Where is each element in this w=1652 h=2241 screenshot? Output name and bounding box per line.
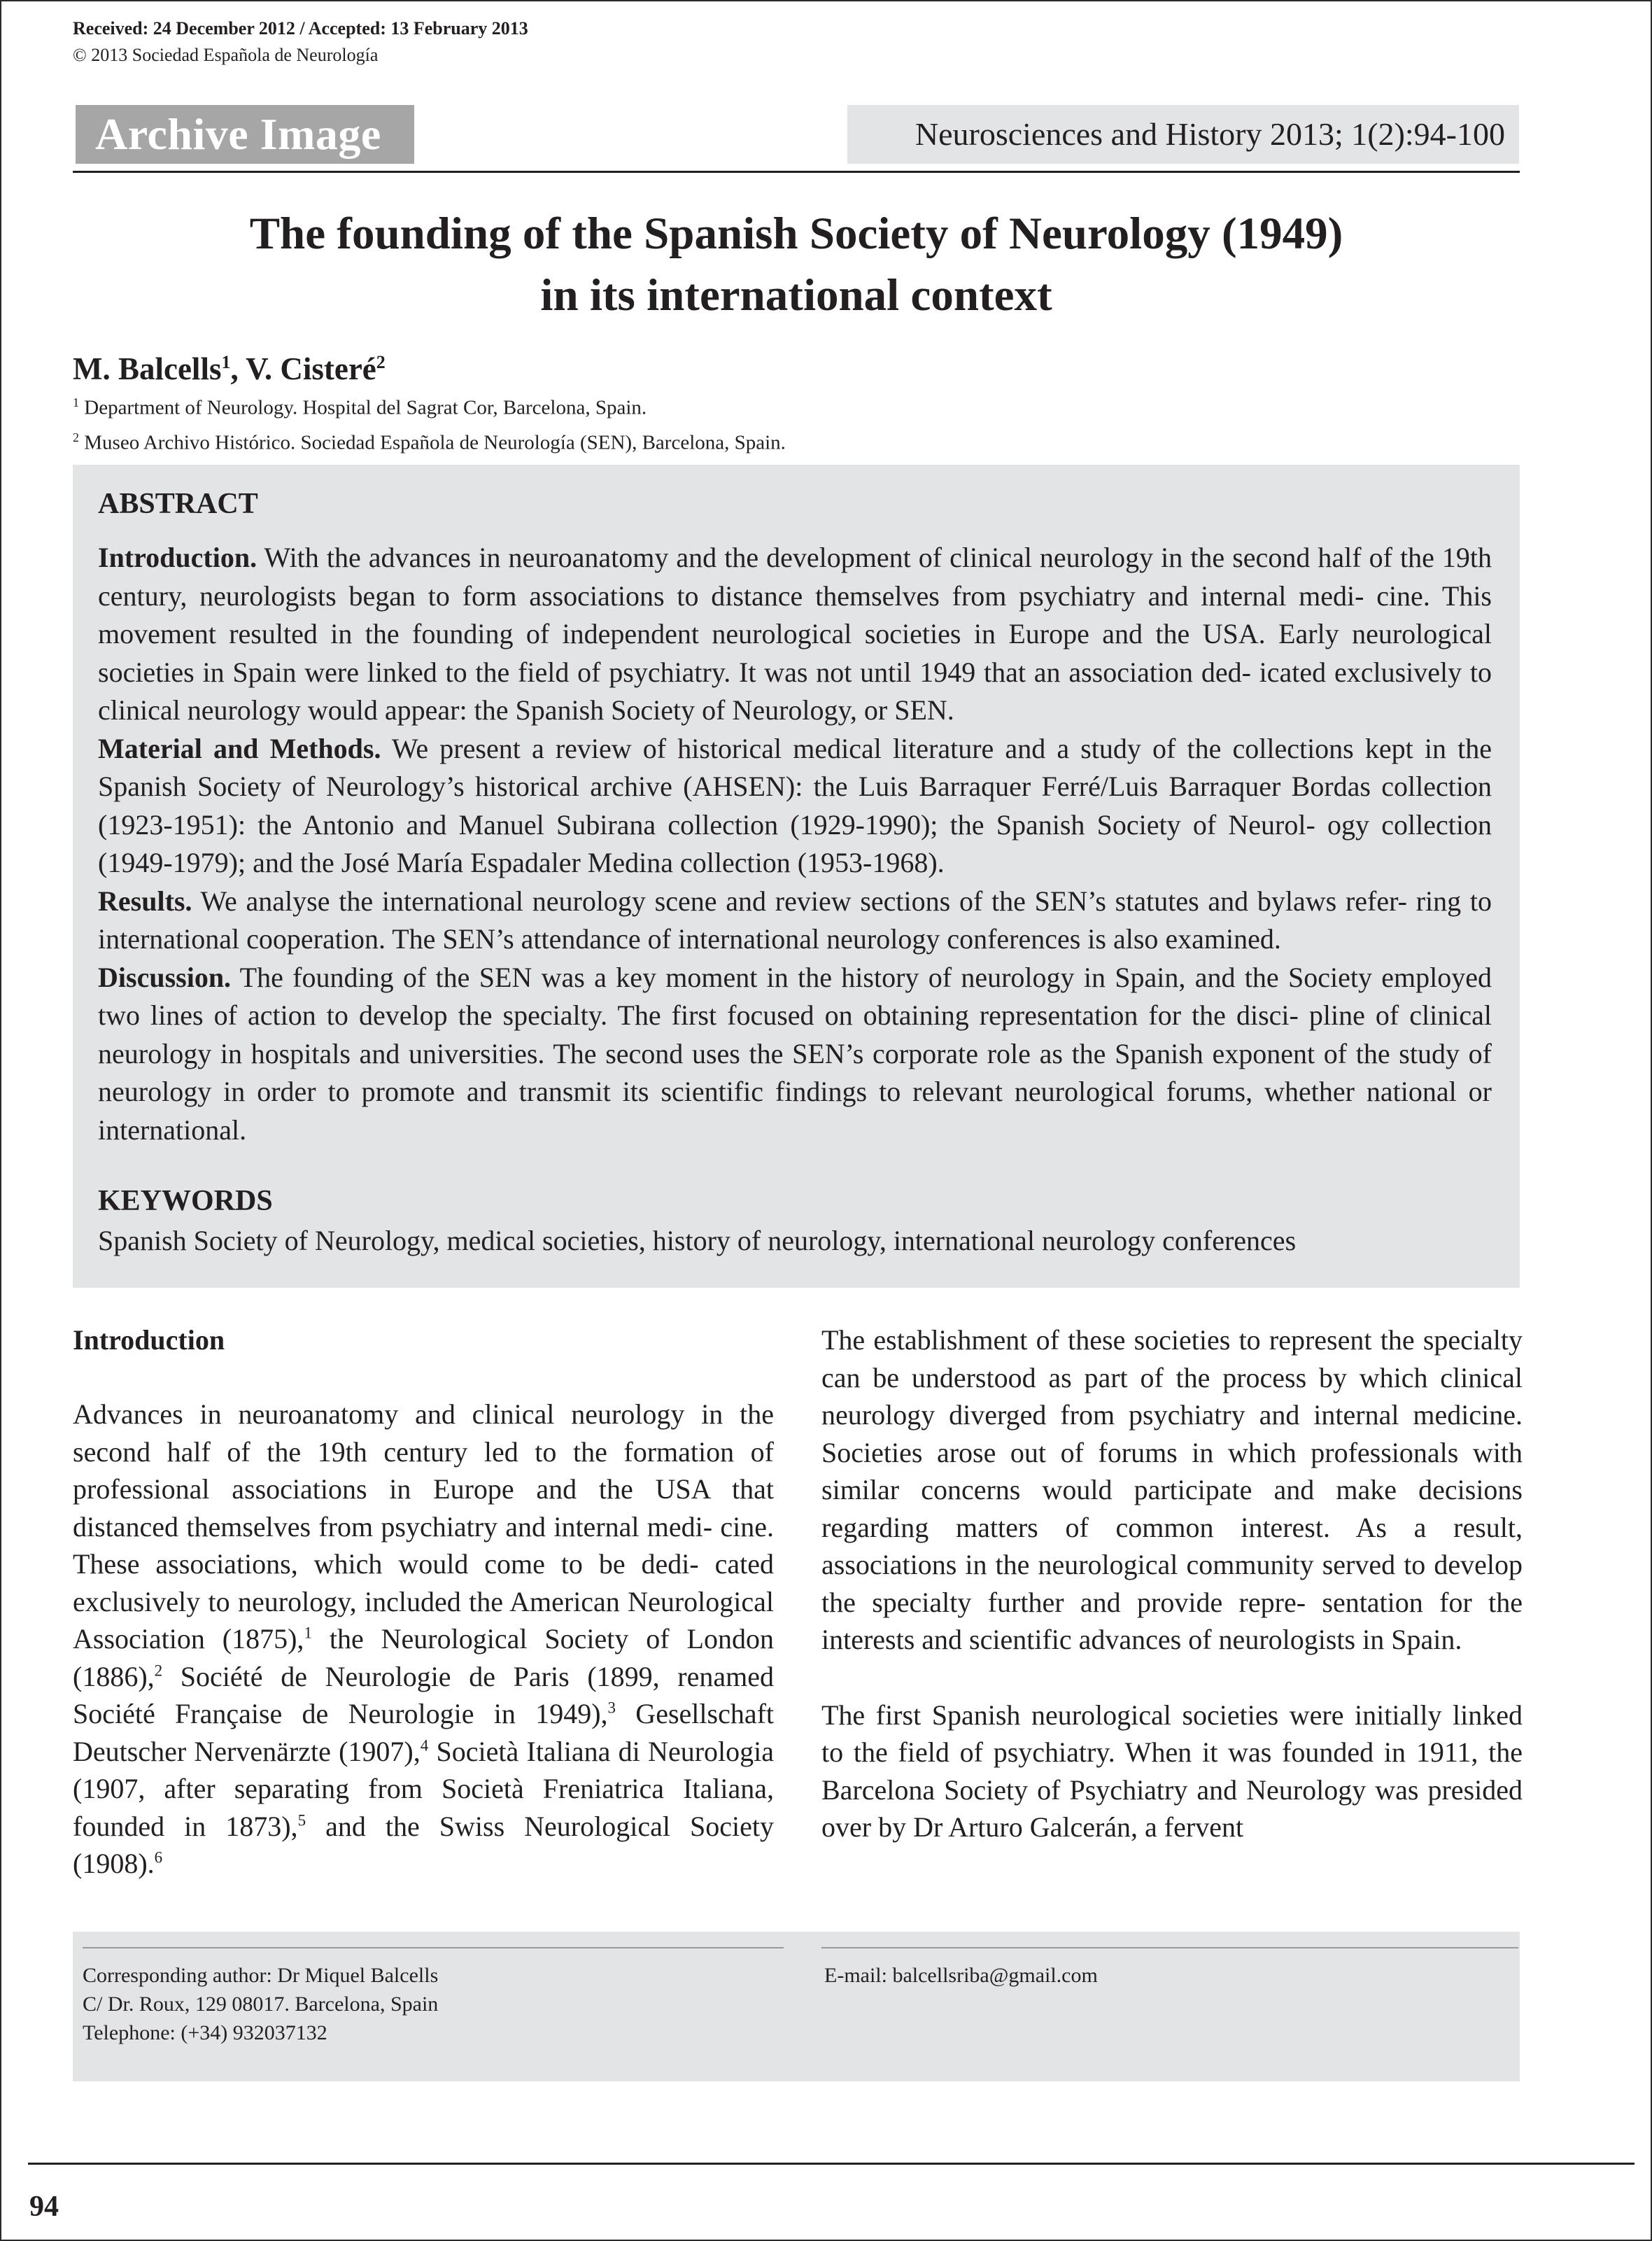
abstract-label: Material and Methods.	[98, 732, 381, 764]
author-list	[73, 342, 386, 390]
abstract-label: Introduction.	[98, 542, 257, 573]
affiliations	[73, 388, 786, 457]
body-column-right	[821, 1321, 1523, 1846]
corresponding-author: Corresponding author: Dr Miquel Balcells	[83, 1964, 439, 1987]
correspondence-divider	[83, 1947, 784, 1948]
citation-sup: 3	[607, 1699, 616, 1717]
received-dates: Received: 24 December 2012 / Accepted: 13 February 2013	[73, 18, 528, 38]
footer-divider	[28, 2163, 1635, 2165]
abstract-discussion: Discussion. The founding of the SEN was a key moment in the history of neurology in Spain, and the Society employed two lines of action to develop the specialty. The first focused on obtaining representation for the disci- pline of clinical neurology in hospitals and universities. The second uses the SEN’s corporate role as the Spanish exponent of the study of neurology in order to promote and transmit its scientific findings to relevant neurological forums, whether national or international.	[98, 961, 1492, 1146]
author-name: M. Balcells	[73, 351, 222, 386]
keywords-list: Spanish Society of Neurology, medical societies, history of neurology, international neurology conferences	[98, 1225, 1297, 1256]
copyright-line: © 2013 Sociedad Española de Neurología	[73, 45, 379, 65]
abstract-introduction: Introduction. With the advances in neuroanatomy and the development of clinical neurology in the second half of the 19th century, neurologists began to form associations to distance themselves from psychiatry and internal medi- cine. This movement resulted in the founding of independent neurological societies in Europe and the USA. Early neurological societies in Spain were linked to the field of psychiatry. It was not until 1949 that an association ded- icated exclusively to clinical neurology would appear: the Spanish Society of Neurology, or SEN.	[98, 542, 1492, 726]
correspondence-box	[73, 1932, 1520, 2081]
body-paragraph: The establishment of these societies to represent the specialty can be understood as part of the process by which clinical neurology diverged from psychiatry and internal medicine. Societies arose out of forums in which professionals with similar concerns would participate and make decisions regarding matters of common interest. As a result, associations in the neurological community served to develop the specialty further and provide repre- sentation for the interests and scientific advances of neurologists in Spain.	[821, 1324, 1523, 1655]
citation-sup: 5	[297, 1811, 306, 1829]
author-affil-sup: 1	[221, 352, 231, 372]
citation-sup: 6	[154, 1848, 163, 1867]
author-separator: ,	[230, 351, 246, 386]
section-heading-introduction: Introduction	[73, 1324, 225, 1356]
abstract-box	[73, 465, 1520, 1288]
author-affil-sup: 2	[376, 352, 386, 372]
body-paragraph: Advances in neuroanatomy and clinical neurology in the second half of the 19th century led to the formation of professional associations in Europe and the USA that distanced themselves from psychiatry and internal medi- cine. These associations, which would come to be dedi- cated exclusively to neurology, included the American Neurological Association (1875),$^1$ the Neurological Society of London (1886),$^2$ Société de Neurologie de Paris (1899, renamed Société Française de Neurologie in 1949),$^3$ Gesellschaft Deutscher Nervenärzte (1907),$^4$ Società Italiana di Neurologia (1907, after separating from Società Freniatrica Italiana, founded in 1873),$^5$ and the Swiss Neurological Society (1908).$^6$	[73, 1398, 775, 1879]
author-name: V. Cisteré	[246, 351, 376, 386]
affiliation-2: $^2$ Museo Archivo Histórico. Sociedad Española de Neurología (SEN), Barcelona, Spain.	[73, 430, 786, 454]
abstract-heading: ABSTRACT	[98, 488, 258, 520]
citation-sup: 2	[154, 1662, 163, 1680]
received-info	[73, 15, 528, 69]
article-title	[73, 203, 1520, 326]
journal-citation: Neurosciences and History 2013; 1(2):94-100	[847, 105, 1519, 164]
body-column-left	[73, 1321, 774, 1883]
abstract-methods: Material and Methods. We present a review of historical medical literature and a study of the collections kept in the Spanish Society of Neurology’s historical archive (AHSEN): the Luis Barraquer Ferré/Luis Barraquer Bordas collection (1923-1951): the Antonio and Manuel Subirana collection (1929-1990); the Spanish Society of Neurol- ogy collection (1949-1979); and the José María Espadaler Medina collection (1953-1968).	[98, 732, 1492, 878]
archive-image-badge: Archive Image	[76, 105, 414, 164]
correspondence-email: E-mail: balcellsriba@gmail.com	[824, 1964, 1098, 1987]
body-paragraph: The first Spanish neurological societies were initially linked to the field of psychiatry. When it was founded in 1911, the Barcelona Society of Psychiatry and Neurology was presided over by Dr Arturo Galcerán, a fervent	[821, 1699, 1523, 1843]
abstract-label: Discussion.	[98, 961, 232, 993]
abstract-label: Results.	[98, 885, 192, 917]
keywords-heading: KEYWORDS	[98, 1185, 273, 1217]
correspondence-address	[83, 1961, 438, 2047]
header-divider	[73, 171, 1520, 173]
correspondence-divider	[821, 1947, 1518, 1948]
postal-address: C/ Dr. Roux, 129 08017. Barcelona, Spain	[83, 1993, 439, 2016]
citation-sup: 1	[304, 1624, 312, 1642]
telephone: Telephone: (+34) 932037132	[83, 2021, 327, 2044]
abstract-results: Results. We analyse the international neurology scene and review sections of the SEN’s statutes and bylaws refer- ring to international cooperation. The SEN’s attendance of international neurology conferences is also examined.	[98, 885, 1492, 955]
title-line-2: in its international context	[540, 270, 1052, 321]
page-number: 94	[29, 2191, 59, 2223]
affiliation-1: $^1$ Department of Neurology. Hospital del Sagrat Cor, Barcelona, Spain.	[73, 395, 647, 419]
citation-sup: 4	[420, 1736, 429, 1755]
title-line-1: The founding of the Spanish Society of Neurology (1949)	[249, 209, 1343, 259]
